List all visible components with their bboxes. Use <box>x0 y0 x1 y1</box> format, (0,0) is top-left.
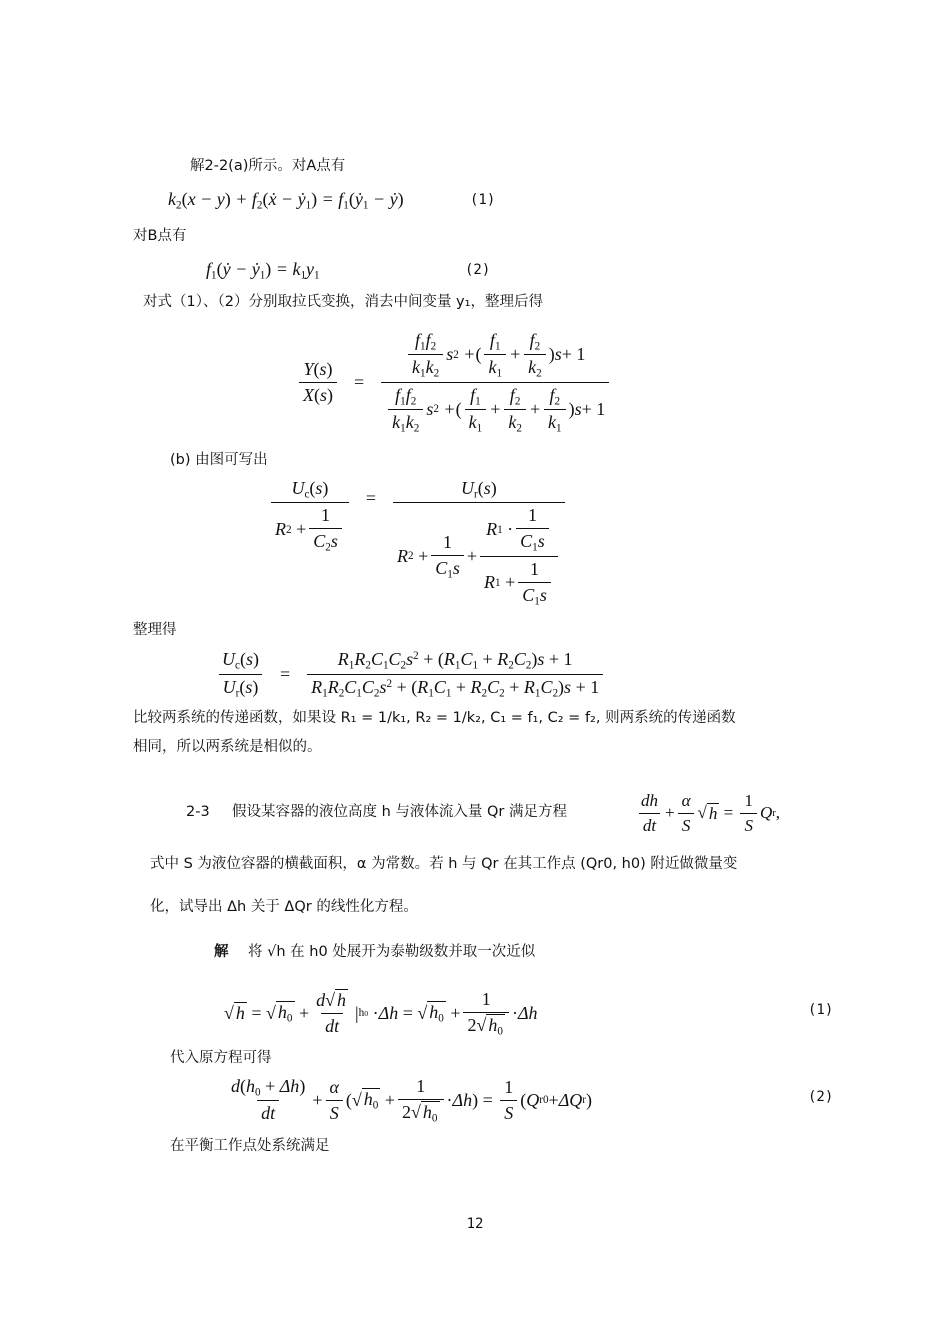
problem-number: 2-3 <box>186 804 210 820</box>
circuit-equation-b: $U_c(s)$ R 2 + $\frac{1}{C_2s}$ = $U_r(s)$ R 2 + $\frac{1}{C_1s}$ + R 1 · $\frac{1}{C_1s}$ R 1 + $\frac{1}{C_1s}$ <box>268 474 568 614</box>
solution-label: 解 <box>214 944 229 960</box>
transfer-function-b: $\frac{U_c(s)}{U_r(s)}$ = $\frac{R_1R_2C_1C_2s^2 + (R_1C_1 + R_2C_2)s + 1}{R_1R_2C_1C_2s^2 + (R_1C_1 + R_2C_2 + R_1C_2)s + 1}$ <box>215 645 606 703</box>
page-number: 12 <box>466 1216 484 1232</box>
taylor-equation: √ h = √ $h_0$ + $\frac{d√ h}{dt}$ | h0 · Δh = √ $h_0$ + $\frac{1}{2√ h_0}$ · Δh <box>224 988 538 1038</box>
problem-statement-2: 式中 S 为液位容器的横截面积，α 为常数。若 h 与 Qr 在其工作点 (Qr0, h0) 附近做微量变 <box>150 856 738 872</box>
substituted-equation: $\frac{d(h_0 + \Delta h)}{dt}$ + $\frac{\alpha}{S}$ (√ $h_0$ + $\frac{1}{2√ h_0}$ · Δh ) = $\frac{1}{S}$ ( Q r0 + ΔQ r ) <box>231 1075 592 1125</box>
problem-statement-3: 化，试导出 Δh 关于 ΔQr 的线性化方程。 <box>150 899 418 915</box>
equation-a2: $f_1(ẏ$ − ẏ$_1$) = $k_1y_1$ <box>206 258 320 282</box>
equation-number: (1) <box>808 1002 834 1018</box>
substitute-text: 代入原方程可得 <box>170 1050 272 1066</box>
part-b-heading: (b) 由图可写出 <box>170 452 268 468</box>
equation-number: (2) <box>808 1089 834 1105</box>
problem-statement-1: 假设某容器的液位高度 h 与液体流入量 Qr 满足方程 <box>232 804 567 820</box>
equilibrium-text: 在平衡工作点处系统满足 <box>170 1138 330 1154</box>
conclusion-text: 相同，所以两系统是相似的。 <box>133 739 322 755</box>
simplify-text: 整理得 <box>133 622 177 638</box>
point-b-text: 对B点有 <box>133 228 187 244</box>
equation-number: (2) <box>465 262 491 278</box>
laplace-text: 对式（1）、（2）分别取拉氏变换，消去中间变量 y₁，整理后得 <box>143 294 543 310</box>
solution-heading: 解2-2(a)所示。对A点有 <box>190 158 346 174</box>
comparison-text: 比较两系统的传递函数，如果设 R₁ = 1/k₁, R₂ = 1/k₂, C₁ = f₁, C₂ = f₂, 则两系统的传递函数 <box>133 710 736 726</box>
transfer-function-a: $\frac{Y(s)}{X(s)}$ = $\frac{f_1f_2}{k_1k_2}$ s 2 + ( $\frac{f_1}{k_1}$ + $\frac{f_2}{k_2}$ ) s + 1 $\frac{f_1f_2}{k_1k_2}$ s 2 + ( $\frac{f_1}{k_1}$ + $\frac{f_2}{k_2}$ + $\frac{f_2}{k_1}$ ) s + 1 <box>296 326 612 438</box>
level-equation: $\frac{dh}{dt}$ + $\frac{\alpha}{S}$ √ h = $\frac{1}{S}$ Q r , <box>634 788 780 838</box>
equation-a1: $k_2(x - y)$ + $f_2(ẋ$ − ẏ$_1$) = $f_1(ẏ_1$ − ẏ) <box>168 188 404 212</box>
solution-text: 将 √h 在 h0 处展开为泰勒级数并取一次近似 <box>248 944 536 960</box>
equation-number: (1) <box>470 192 496 208</box>
